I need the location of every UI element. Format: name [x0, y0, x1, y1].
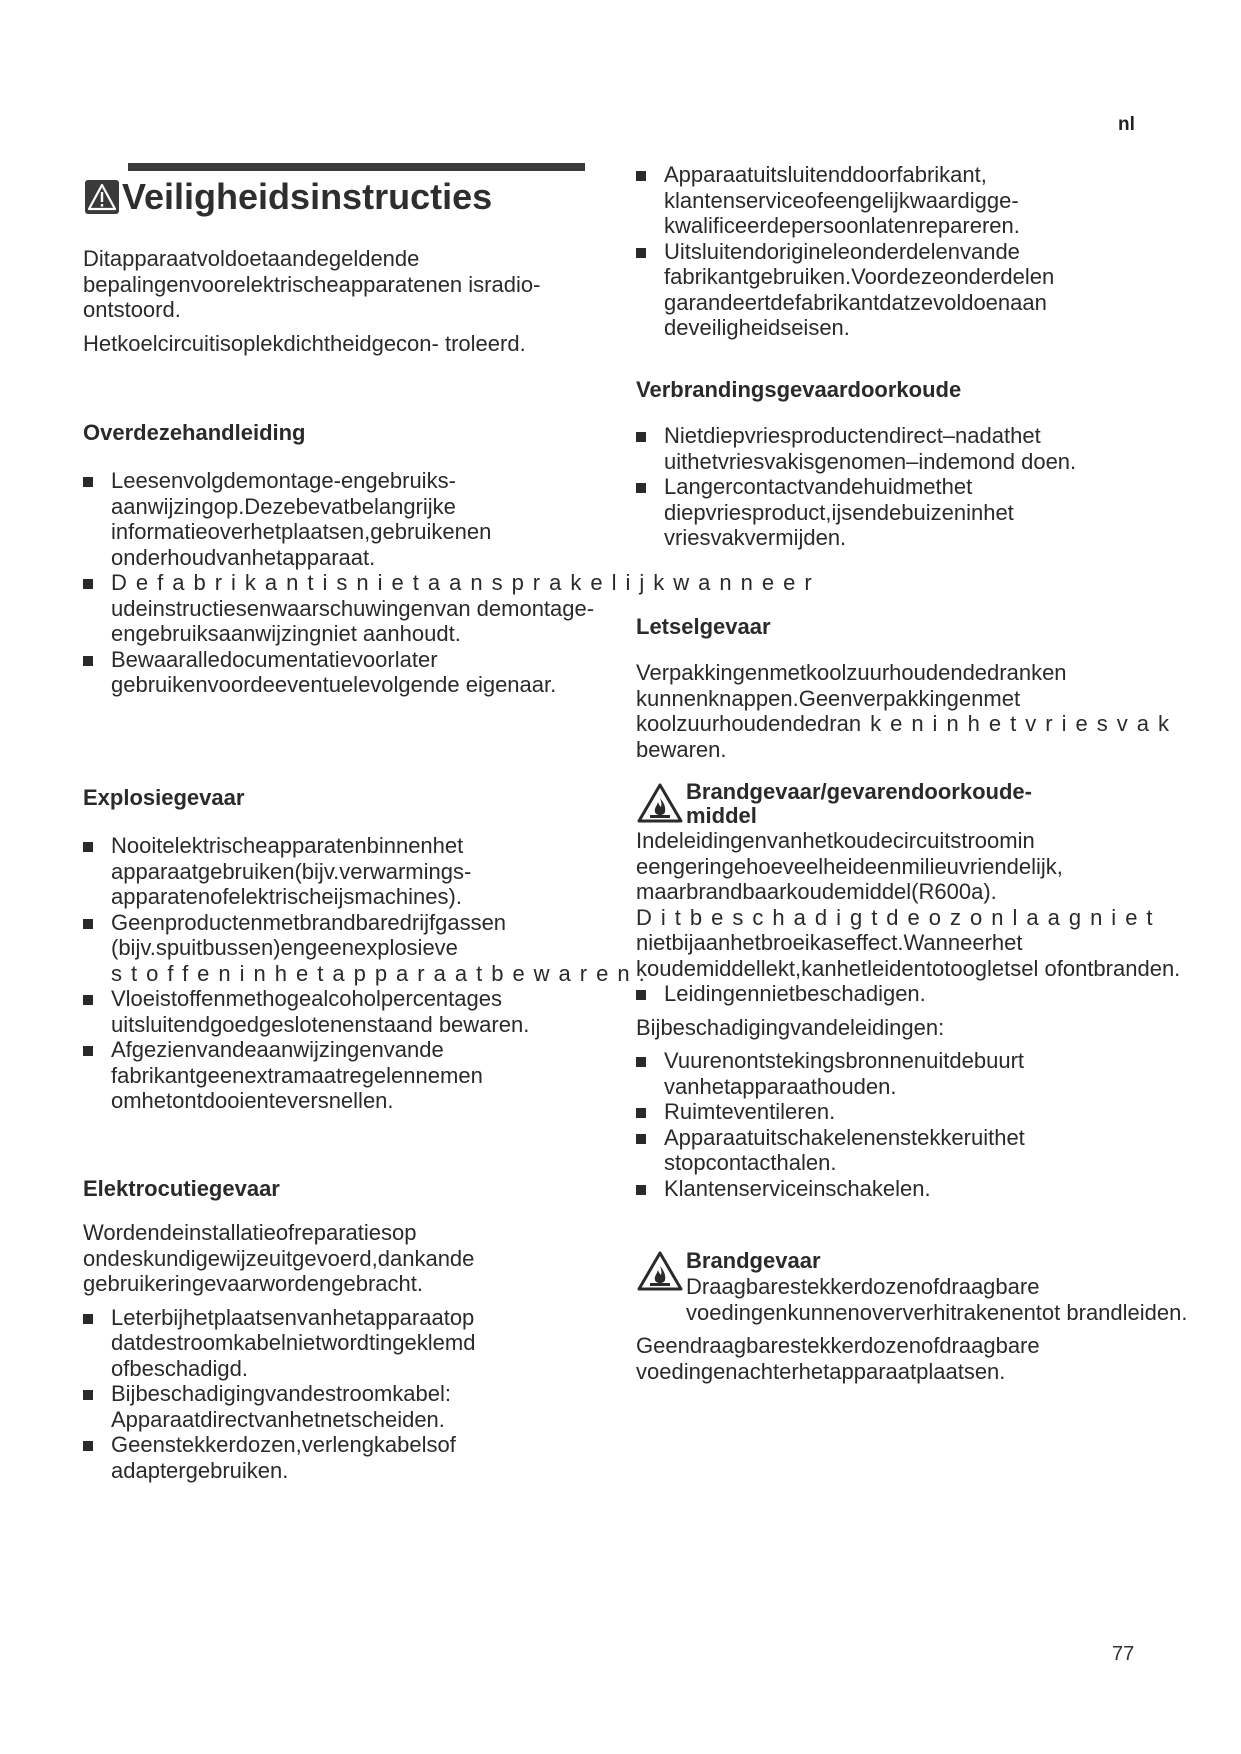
- section-paragraph-line: bewaren.: [636, 736, 727, 762]
- section-paragraph: Wordendeinstallatieofreparatiesop ondeskundigewijzeuitgevoerd,dankande gebruikeringevaarwordengebracht.: [83, 1220, 475, 1296]
- section-cold-burns: [636, 377, 1196, 551]
- text-fragment: koolzuurhoudendedra: [636, 711, 849, 736]
- list-item-continuation: stoffeninhetapparaatbewaren.: [111, 960, 654, 986]
- list-item: Apparaatuitschakelenenstekkeruithet stopcontacthalen.: [636, 1125, 1196, 1176]
- section-heading: Verbrandingsgevaardoorkoude: [636, 377, 962, 402]
- list-item: Uitsluitendorigineleonderdelenvande fabrikantgebruiken.Voordezeonderdelen garandeertdefabrikantdatzevoldoenaan deveiligheidseisen.: [636, 239, 1196, 341]
- section-paragraph-line: [636, 711, 1196, 737]
- list-item: Klantenserviceinschakelen.: [636, 1176, 1196, 1202]
- list-item: Leidingennietbeschadigen.: [636, 981, 1196, 1007]
- list-item: Apparaatuitsluitenddoorfabrikant, klantenserviceofeengelijkwaardigge- kwalificeerdepersoonlatenrepareren.: [636, 162, 1196, 239]
- section-paragraph: [636, 1274, 1196, 1325]
- section-heading: Overdezehandleiding: [83, 420, 306, 445]
- section-refrigerant-fire: [636, 780, 1196, 1201]
- warning-heading: [636, 780, 1196, 828]
- section-electrocution: [83, 1176, 603, 1483]
- list-item-continuation: udeinstructiesenwaarschuwingenvan demontage-engebruiksaanwijzingniet aanhoudt.: [111, 595, 595, 646]
- page-title-text: Veiligheidsinstructies: [122, 176, 493, 217]
- fire-warning-icon: [636, 782, 684, 824]
- section-explosion: [83, 785, 654, 1114]
- intro: [83, 246, 603, 356]
- section-paragraph: Indeleidingenvanhetkoudecircuitstroomin eengeringehoeveelheideenmilieuvriendelijk, maarbrandbaarkoudemiddel(R600a).: [636, 828, 1063, 904]
- text-fragment: Draagbarestekkerdozenofdraagbare voedingenkunnenoververhitrakenentot brandleiden.: [686, 1274, 1188, 1325]
- list-item: Bewaaralledocumentatievoorlater gebruikenvoordeeventuelevolgende eigenaar.: [83, 647, 603, 698]
- section-heading: Explosiegevaar: [83, 785, 245, 810]
- list-item: Langercontactvandehuidmethet diepvriesproduct,ijsendebuizeninhet vriesvakvermijden.: [636, 474, 1196, 551]
- warning-icon: [84, 179, 120, 215]
- section-heading: Brandgevaar/gevarendoorkoude- middel: [686, 779, 1032, 828]
- section-paragraph: nietbijaanhetbroeikaseffect.Wanneerhet koudemiddellekt,kanhetleidentotoogletsel ofontbranden.: [636, 930, 1181, 981]
- list-item: Nooitelektrischeapparatenbinnenhet apparaatgebruiken(bijv.verwarmings- apparatenofelektrischeijsmachines).: [83, 833, 603, 910]
- repair-list: [636, 162, 1196, 341]
- section-paragraph: Geendraagbarestekkerdozenofdraagbare voedingenachterhetapparaatplaatsen.: [636, 1333, 1040, 1384]
- list-item: Leterbijhetplaatsenvanhetapparaatop datdestroomkabelnietwordtingeklemd ofbeschadigd.: [83, 1305, 603, 1382]
- list-item: Vuurenontstekingsbronnenuitdebuurt vanhetapparaathouden.: [636, 1048, 1196, 1099]
- section-heading: Letselgevaar: [636, 614, 771, 639]
- section-heading: Elektrocutiegevaar: [83, 1176, 280, 1201]
- fire-warning-icon: [636, 1250, 684, 1292]
- list-item: Geenstekkerdozen,verlengkabelsof adaptergebruiken.: [83, 1432, 603, 1483]
- intro-paragraph-2: Hetkoelcircuitisoplekdichtheidgecon- troleerd.: [83, 330, 526, 356]
- intro-paragraph-1: Ditapparaatvoldoetaandegeldende bepalingenvoorelektrischeapparatenen isradio-ontstoord.: [83, 246, 541, 322]
- list-item: Afgezienvandeaanwijzingenvande fabrikantgeenextramaatregelennemen omhetontdooienteversnellen.: [83, 1037, 603, 1114]
- section-injury: [636, 614, 1196, 762]
- page-number: 77: [1112, 1643, 1135, 1665]
- section-paragraph: Verpakkingenmetkoolzuurhoudendedranken kunnenknappen.Geenverpakkingenmet: [636, 660, 1067, 711]
- section-fire: [636, 1248, 1196, 1384]
- title-rule: [128, 163, 585, 171]
- list-item: Leesenvolgdemontage-engebruiks- aanwijzingop.Dezebevatbelangrijke informatieoverhetplaatsen,gebruikenen onderhoudvanhetapparaat.: [83, 468, 603, 570]
- list-item: Nietdiepvriesproductendirect–nadathet uithetvriesvakisgenomen–indemond doen.: [636, 423, 1196, 474]
- list-item: Geenproductenmetbrandbaredrijfgassen (bijv.spuitbussen)engeenexplosieve: [83, 910, 603, 961]
- language-code: nl: [1118, 114, 1135, 135]
- list-item: Defabrikantisnietaansprakelijkwanneer: [83, 570, 603, 596]
- list-item: Vloeistoffenmethogealcoholpercentages uitsluitendgoedgeslotenenstaand bewaren.: [83, 986, 603, 1037]
- section-paragraph-line: Ditbeschadigtdeozonlaagniet: [636, 904, 1162, 930]
- page-title: [84, 176, 492, 218]
- section-heading: Brandgevaar: [686, 1248, 821, 1273]
- text-fragment: nkeninhetvriesvak: [848, 711, 1178, 736]
- section-paragraph: Bijbeschadigingvandeleidingen:: [636, 1014, 945, 1040]
- list-item: Ruimteventileren.: [636, 1099, 1196, 1125]
- list-item: Bijbeschadigingvandestroomkabel: Apparaatdirectvanhetnetscheiden.: [83, 1381, 603, 1432]
